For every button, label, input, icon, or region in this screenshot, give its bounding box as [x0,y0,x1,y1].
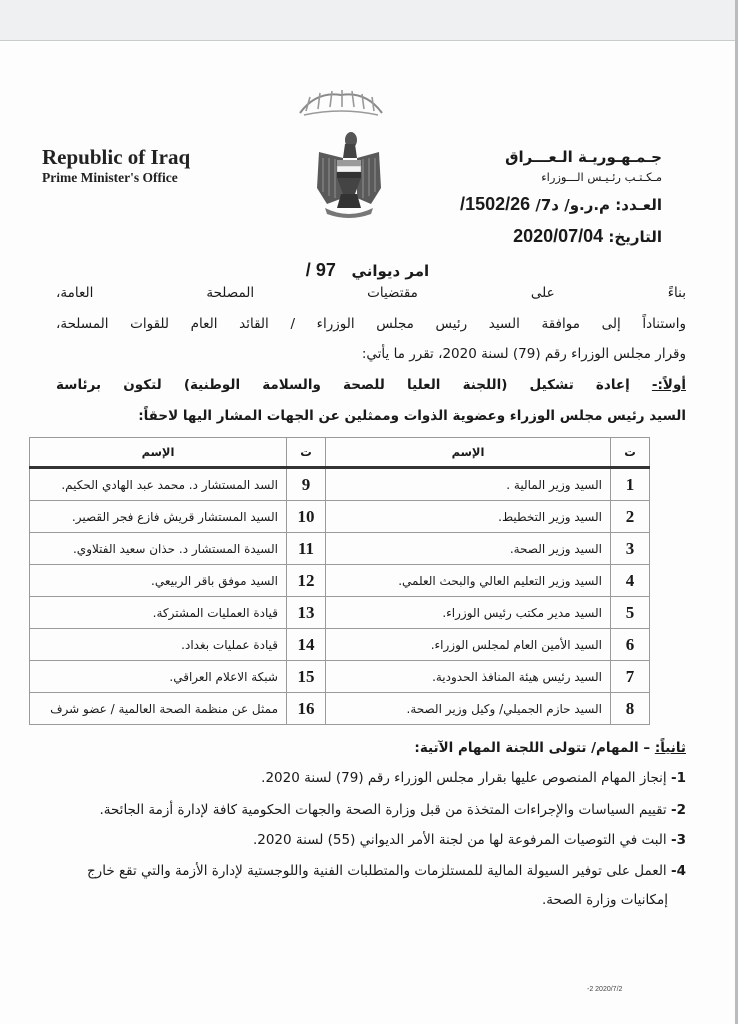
iraq-eagle-emblem-icon [315,128,383,220]
reference-label: العـدد: م.ر.و/ د7/ [535,196,662,214]
table-row [30,661,650,693]
task-text: العمل على توفير السيولة المالية للمستلزمات والمتطلبات الفنية واللوجستية لإدارة الأزمة والتي تقع خارج [86,863,667,879]
member-name: ممثل عن منظمة الصحة العالمية / عضو شرف [30,693,287,725]
row-number: 9 [287,468,326,501]
reference-number: 1502/26/ [460,194,531,214]
member-name: السيد وزير التعليم العالي والبحث العلمي. [326,565,611,597]
task-item [26,802,686,818]
arabic-title: جـمـهـوريـة الـعـــراق [505,148,662,166]
english-title: Republic of Iraq [42,145,191,169]
table-row [30,533,650,565]
member-name: السيد مدير مكتب رئيس الوزراء. [326,597,611,629]
viewer-top-band [0,0,735,41]
table-header-row [30,438,650,468]
english-subtitle: Prime Minister's Office [42,170,178,185]
table-row [30,468,650,501]
second-clause-text: – المهام/ تتولى اللجنة المهام الآتية: [414,740,651,756]
row-number: 16 [287,693,326,725]
row-number: 6 [611,629,650,661]
task-text: إنجاز المهام المنصوص عليها بقرار مجلس الوزراء رقم (79) لسنة 2020. [261,770,667,786]
task-number: 3- [670,832,686,848]
member-name: شبكة الاعلام العراقي. [30,661,287,693]
first-clause [56,377,686,393]
task-item [26,832,686,848]
second-clause-label: ثانياً: [654,740,686,756]
member-name: قيادة العمليات المشتركة. [30,597,287,629]
row-number: 8 [611,693,650,725]
row-number: 14 [287,629,326,661]
member-name: السيد رئيس هيئة المنافذ الحدودية. [326,661,611,693]
members-table [29,437,650,725]
member-name: قيادة عمليات بغداد. [30,629,287,661]
table-row [30,501,650,533]
member-name: السيد الأمين العام لمجلس الوزراء. [326,629,611,661]
row-number: 1 [611,468,650,501]
member-name: السيد موفق باقر الربيعي. [30,565,287,597]
page-footer: -2 2020/7/2 [587,986,623,993]
first-clause-label: أولاً:- [651,377,686,393]
member-name: السيد وزير المالية . [326,468,611,501]
row-number: 10 [287,501,326,533]
task-item [26,863,686,879]
member-name: السد المستشار د. محمد عبد الهادي الحكيم. [30,468,287,501]
task-continuation: إمكانيات وزارة الصحة. [542,892,668,908]
row-number: 4 [611,565,650,597]
task-number: 4- [670,863,686,879]
row-number: 11 [287,533,326,565]
row-number: 3 [611,533,650,565]
member-name: السيد وزير التخطيط. [326,501,611,533]
task-number: 1- [670,770,686,786]
date-value: 2020/07/04 [513,226,604,246]
date-line [513,226,662,247]
order-number: 97 / [305,260,336,280]
row-number: 15 [287,661,326,693]
arabic-subtitle: مـكـتـب رئـيـس الـــوزراء [541,170,662,184]
row-number: 7 [611,661,650,693]
preamble-line-2: واستناداً إلى موافقة السيد رئيس مجلس الوزراء / القائد العام للقوات المسلحة، [56,316,686,332]
table-row [30,629,650,661]
table-row [30,597,650,629]
row-number: 5 [611,597,650,629]
first-clause-text: إعادة تشكيل (اللجنة العليا للصحة والسلامة الوطنية) لتكون برئاسة [56,377,630,393]
second-clause-heading [414,740,686,756]
task-text: البت في التوصيات المرفوعة لها من لجنة الأمر الديواني (55) لسنة 2020. [252,832,667,848]
table-row [30,693,650,725]
row-number: 2 [611,501,650,533]
task-item [26,770,686,786]
preamble-line-3: وقرار مجلس الوزراء رقم (79) لسنة 2020، تقرر ما يأتي: [361,346,686,362]
task-text: تقييم السياسات والإجراءات المتخذة من قبل وزارة الصحة والجهات الحكومية كافة لإدارة أزمة الجائحة. [99,802,667,818]
preamble-line-1: بناءً على مقتضيات المصلحة العامة، [56,285,686,301]
member-name: السيد وزير الصحة. [326,533,611,565]
date-label: التاريخ: [608,228,662,246]
header-name-left: الإسم [30,438,287,468]
reference-line [460,194,662,215]
basmala-calligraphy-icon [296,85,386,119]
header-num-left: ت [287,438,326,468]
member-name: السيدة المستشار د. حذان سعيد الفتلاوي. [30,533,287,565]
table-row [30,565,650,597]
member-name: السيد حازم الجميلي/ وكيل وزير الصحة. [326,693,611,725]
first-clause-continuation: السيد رئيس مجلس الوزراء وعضوية الذوات وممثلين عن الجهات المشار اليها لاحقاً: [138,408,686,424]
header-name-right: الإسم [326,438,611,468]
task-number: 2- [670,802,686,818]
order-title [0,260,735,281]
row-number: 13 [287,597,326,629]
row-number: 12 [287,565,326,597]
header-num-right: ت [611,438,650,468]
order-label: امر ديواني [351,262,430,280]
member-name: السيد المستشار قريش فازع فجر القصير. [30,501,287,533]
